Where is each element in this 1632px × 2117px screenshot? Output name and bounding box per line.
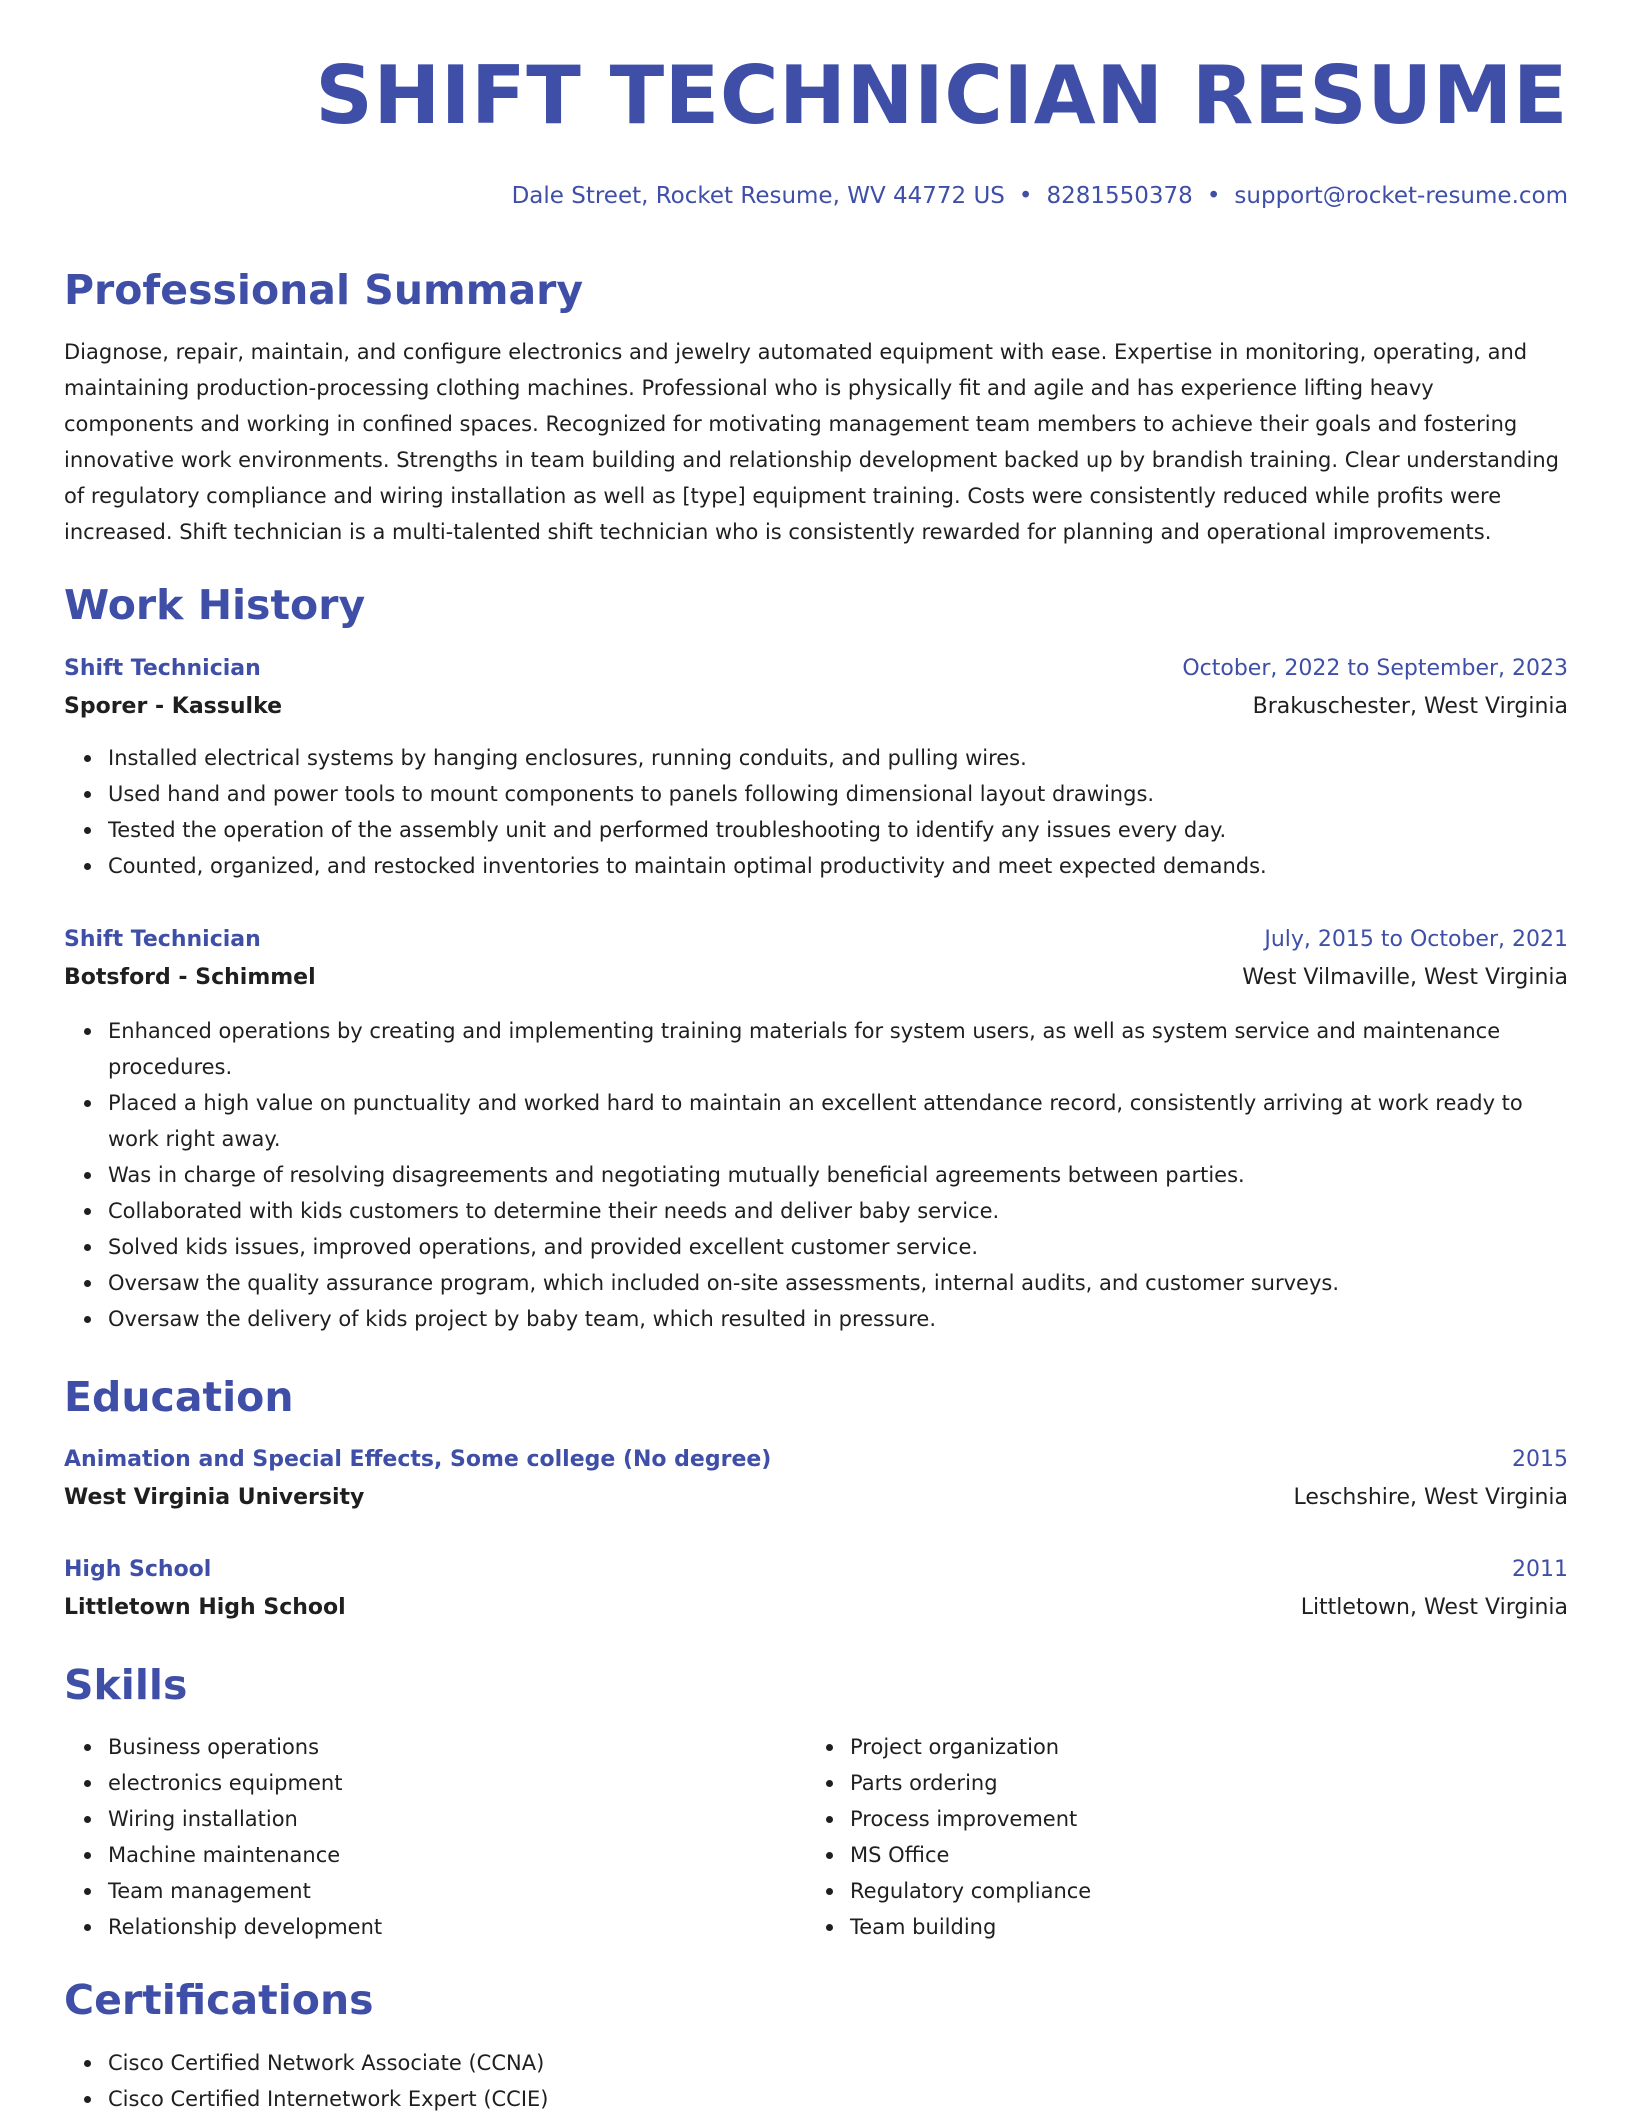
education-entry <box>64 1441 1568 1517</box>
education-year: 2011 <box>1512 1557 1568 1582</box>
skill-item: Team management <box>108 1873 806 1909</box>
list-item: Oversaw the quality assurance program, which included on-site assessments, internal audits, and customer surveys. <box>108 1265 1528 1301</box>
job-header-row <box>64 650 1568 688</box>
job-company: Sporer - Kassulke <box>64 694 283 719</box>
job-entry <box>64 650 1568 884</box>
contact-line <box>512 180 1568 212</box>
education-location: Leschshire, West Virginia <box>1293 1485 1568 1510</box>
skill-item: Regulatory compliance <box>850 1873 1548 1909</box>
education-header-row <box>64 1551 1568 1589</box>
job-role: Shift Technician <box>64 927 261 952</box>
resume-title: SHIFT TECHNICIAN RESUME <box>315 49 1568 142</box>
list-item: Counted, organized, and restocked inventories to maintain optimal productivity and meet expected demands. <box>108 848 1568 884</box>
contact-phone: 8281550378 <box>1046 183 1193 209</box>
job-location: Brakuschester, West Virginia <box>1252 694 1568 719</box>
skills-column-right <box>806 1729 1548 1945</box>
contact-email: support@rocket-resume.com <box>1234 183 1568 209</box>
education-school: Littletown High School <box>64 1595 346 1620</box>
list-item: Placed a high value on punctuality and worked hard to maintain an excellent attendance record, consistently arriving at work ready to work right away. <box>108 1085 1528 1157</box>
education-year: 2015 <box>1512 1447 1568 1472</box>
contact-separator: • <box>1206 183 1221 209</box>
certification-item: Cisco Certified Internetwork Expert (CCIE) <box>108 2081 1568 2117</box>
education-heading: Education <box>64 1373 294 1421</box>
skill-item: Process improvement <box>850 1801 1548 1837</box>
education-header-row <box>64 1441 1568 1479</box>
skills-list <box>64 1729 806 1945</box>
education-degree: Animation and Special Effects, Some college (No degree) <box>64 1447 772 1472</box>
skill-item: MS Office <box>850 1837 1548 1873</box>
job-location: West Vilmaville, West Virginia <box>1242 965 1568 990</box>
job-org-row <box>64 688 1568 726</box>
contact-separator: • <box>1018 183 1033 209</box>
education-entry <box>64 1551 1568 1627</box>
skill-item: electronics equipment <box>108 1765 806 1801</box>
education-school: West Virginia University <box>64 1485 365 1510</box>
education-school-row <box>64 1589 1568 1627</box>
job-bullets <box>64 740 1568 884</box>
education-degree: High School <box>64 1557 212 1582</box>
contact-address: Dale Street, Rocket Resume, WV 44772 US <box>511 183 1005 209</box>
skills-list <box>806 1729 1548 1945</box>
list-item: Was in charge of resolving disagreements and negotiating mutually beneficial agreements between parties. <box>108 1157 1528 1193</box>
list-item: Tested the operation of the assembly unit and performed troubleshooting to identify any issues every day. <box>108 812 1568 848</box>
certification-item: Cisco Certified Network Associate (CCNA) <box>108 2045 1568 2081</box>
list-item: Enhanced operations by creating and implementing training materials for system users, as well as system service and maintenance procedures. <box>108 1013 1528 1085</box>
job-header-row <box>64 921 1568 959</box>
skills-grid <box>64 1729 1568 1945</box>
certifications-list <box>64 2045 1568 2117</box>
education-location: Littletown, West Virginia <box>1300 1595 1568 1620</box>
job-dates: October, 2022 to September, 2023 <box>1182 656 1568 681</box>
summary-text: Diagnose, repair, maintain, and configure electronics and jewelry automated equipment with ease. Expertise in monitoring, operating, and maintaining production-processing clothing machines. Professional who is physically fit and agile and has experience lifting heavy components and working in confined spaces. Recognized for motivating management team members to achieve their goals and fostering innovative work environments. Strengths in team building and relationship development backed up by brandish training. Clear understanding of regulatory compliance and wiring installation as well as [type] equipment training. Costs were consistently reduced while profits were increased. Shift technician is a multi-talented shift technician who is consistently rewarded for planning and operational improvements. <box>64 340 1559 544</box>
list-item: Solved kids issues, improved operations, and provided excellent customer service. <box>108 1229 1528 1265</box>
skills-column-left <box>64 1729 806 1945</box>
list-item: Oversaw the delivery of kids project by baby team, which resulted in pressure. <box>108 1301 1528 1337</box>
certifications-heading: Certifications <box>64 1976 374 2024</box>
skill-item: Team building <box>850 1909 1548 1945</box>
skills-heading: Skills <box>64 1661 188 1709</box>
job-entry <box>64 921 1568 1337</box>
job-company: Botsford - Schimmel <box>64 965 316 990</box>
list-item: Installed electrical systems by hanging enclosures, running conduits, and pulling wires. <box>108 740 1568 776</box>
education-school-row <box>64 1479 1568 1517</box>
skill-item: Business operations <box>108 1729 806 1765</box>
work-heading: Work History <box>64 581 366 629</box>
list-item: Used hand and power tools to mount components to panels following dimensional layout drawings. <box>108 776 1568 812</box>
skill-item: Machine maintenance <box>108 1837 806 1873</box>
list-item: Collaborated with kids customers to determine their needs and deliver baby service. <box>108 1193 1528 1229</box>
job-role: Shift Technician <box>64 656 261 681</box>
skill-item: Wiring installation <box>108 1801 806 1837</box>
skill-item: Parts ordering <box>850 1765 1548 1801</box>
job-dates: July, 2015 to October, 2021 <box>1264 927 1568 952</box>
summary-heading: Professional Summary <box>64 266 584 314</box>
job-org-row <box>64 959 1568 997</box>
skill-item: Project organization <box>850 1729 1548 1765</box>
job-bullets <box>64 1013 1568 1337</box>
skill-item: Relationship development <box>108 1909 806 1945</box>
